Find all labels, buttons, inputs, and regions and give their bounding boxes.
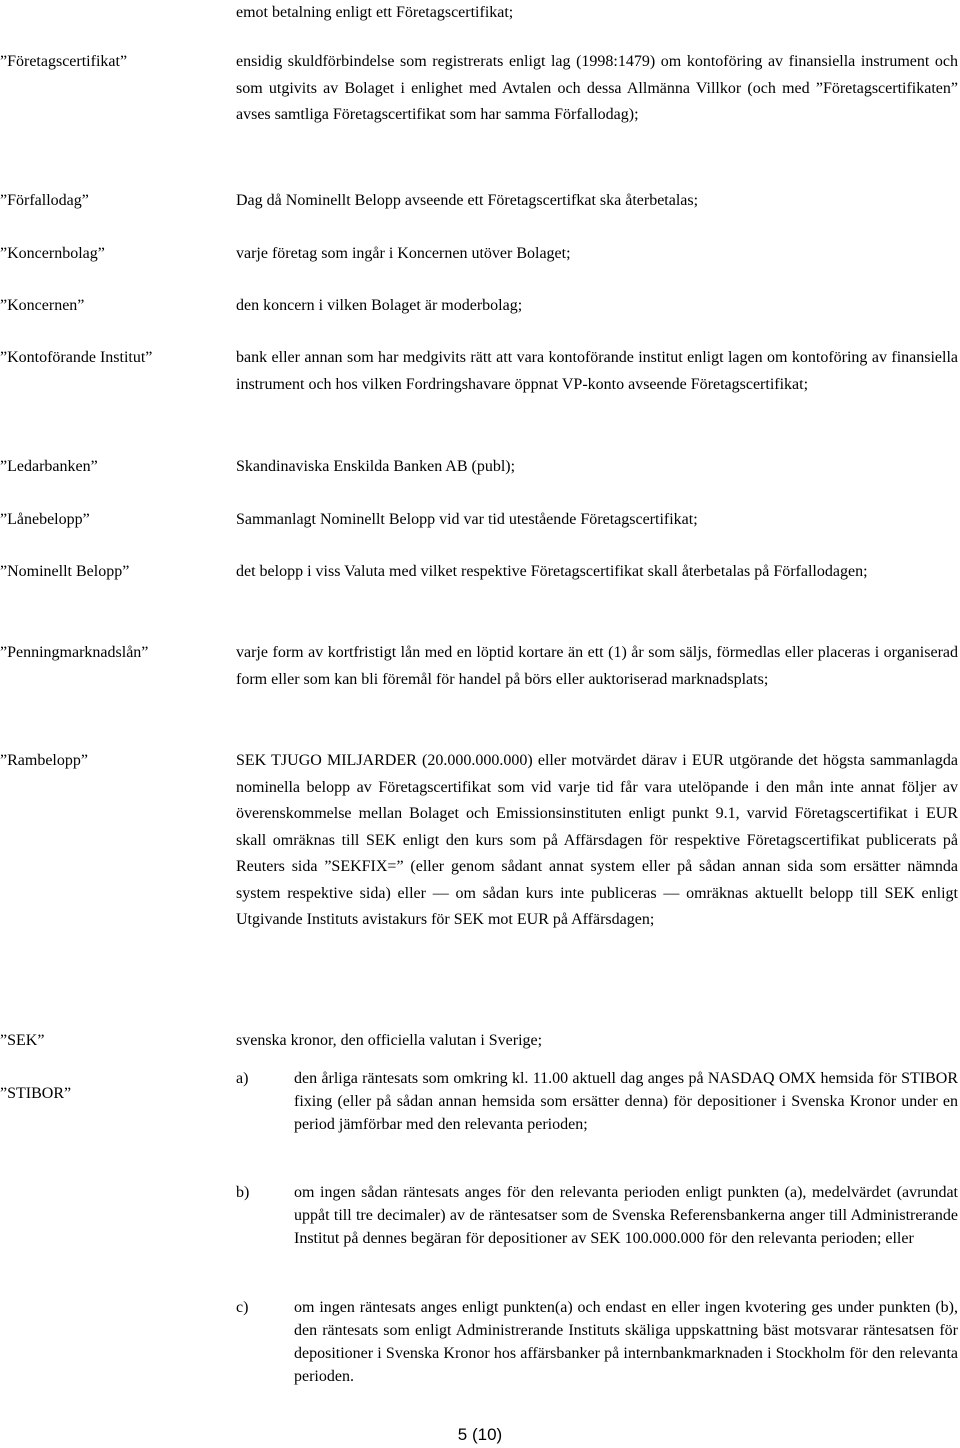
item-label: c) (236, 1299, 249, 1316)
item-text: om ingen sådan räntesats anges för den relevanta perioden enligt punkten (a), medelvärdet (avrundat uppåt till tre decimaler) av de räntesatser som de Svenska Referensbankerna anger till Administrerande Institut på dennes begäran för depositioner av SEK 100.000.000 för den relevanta perioden; eller (294, 1184, 958, 1247)
item-text: om ingen räntesats anges enligt punkten(a) och endast en eller ingen kvotering ges under punkten (b), den räntesats som enligt Administrerande Instituts skäliga uppskattning bäst motsvarar räntesatsen för depositioner i Svenska Kronor hos affärsbanker på internbankmarknaden i Stockholm för den relevanta perioden. (294, 1299, 958, 1385)
definition-foretagscertifikat: ensidig skuldförbindelse som registrerats enligt lag (1998:1479) om kontoföring av finansiella instrument och som utgivits av Bolaget i enlighet med Avtalen och dessa Allmänna Villkor (och med ”Företagscertifikaten” avses samtliga Företagscertifikat som har samma Förfallodag); (236, 53, 958, 123)
definition-lanebelopp: Sammanlagt Nominellt Belopp vid var tid utestående Företagscertifikat; (236, 511, 698, 528)
term-koncernen: ”Koncernen” (0, 297, 85, 314)
term-nominellt-belopp: ”Nominellt Belopp” (0, 563, 130, 580)
definition-nominellt-belopp: det belopp i viss Valuta med vilket respektive Företagscertifikat skall återbetalas på Förfallodagen; (236, 563, 868, 580)
term-rambelopp: ”Rambelopp” (0, 752, 88, 769)
definition-koncernbolag: varje företag som ingår i Koncernen utöver Bolaget; (236, 245, 571, 262)
definition-ledarbanken: Skandinaviska Enskilda Banken AB (publ); (236, 458, 516, 475)
definition-kontoforande-institut: bank eller annan som har medgivits rätt att vara kontoförande institut enligt lagen om kontoföring av finansiella instrument och hos vilken Fordringshavare öppnat VP-konto avseende Företagscertifikat; (236, 349, 958, 393)
term-kontoforande-institut: ”Kontoförande Institut” (0, 349, 153, 366)
term-forfallodag: ”Förfallodag” (0, 192, 89, 209)
definition-rambelopp: SEK TJUGO MILJARDER (20.000.000.000) eller motvärdet därav i EUR utgörande det högsta sammanlagda nominella belopp av Företagscertifikat som vid varje tid får vara utelöpande i den mån inte annat följer av överenskommelse mellan Bolaget och Emissionsinstituten enligt punkt 9.1, varvid Företagscertifikat i EUR skall omräknas till SEK enligt den kurs som på Affärsdagen för respektive Företagscertifikat publicerats på Reuters sida ”SEKFIX=” (eller genom sådant annat system eller på sådan annan sida som ersätter nämnda system respektive sida) eller — om sådan kurs inte publiceras — omräknas aktuellt belopp till SEK enligt Utgivande Instituts avistakurs för SEK mot EUR på Affärsdagen; (236, 752, 958, 928)
term-penningmarknadslan: ”Penningmarknadslån” (0, 644, 149, 661)
intro-line: emot betalning enligt ett Företagscertifikat; (236, 4, 514, 21)
term-ledarbanken: ”Ledarbanken” (0, 458, 98, 475)
definition-penningmarknadslan: varje form av kortfristigt lån med en löptid kortare än ett (1) år som säljs, förmedlas eller placeras i organiserad form eller som kan bli föremål för handel på börs eller auktoriserad marknadsplats; (236, 644, 958, 688)
item-label: a) (236, 1070, 249, 1087)
definition-koncernen: den koncern i vilken Bolaget är moderbolag; (236, 297, 523, 314)
term-foretagscertifikat: ”Företagscertifikat” (0, 53, 128, 70)
item-text: den årliga räntesats som omkring kl. 11.00 aktuell dag anges på NASDAQ OMX hemsida för STIBOR fixing (eller på sådan annan hemsida som ersätter denna) för depositioner i Svenska Kronor under en period jämförbar med den relevanta perioden; (294, 1070, 958, 1133)
definition-sek: svenska kronor, den officiella valutan i Sverige; (236, 1032, 543, 1049)
page-number: 5 (10) (457, 1425, 503, 1444)
item-label: b) (236, 1184, 250, 1201)
term-koncernbolag: ”Koncernbolag” (0, 245, 105, 262)
term-stibor: ”STIBOR” (0, 1085, 72, 1102)
term-sek: ”SEK” (0, 1032, 45, 1049)
term-lanebelopp: ”Lånebelopp” (0, 511, 90, 528)
definition-forfallodag: Dag då Nominellt Belopp avseende ett Företagscertifkat ska återbetalas; (236, 192, 699, 209)
